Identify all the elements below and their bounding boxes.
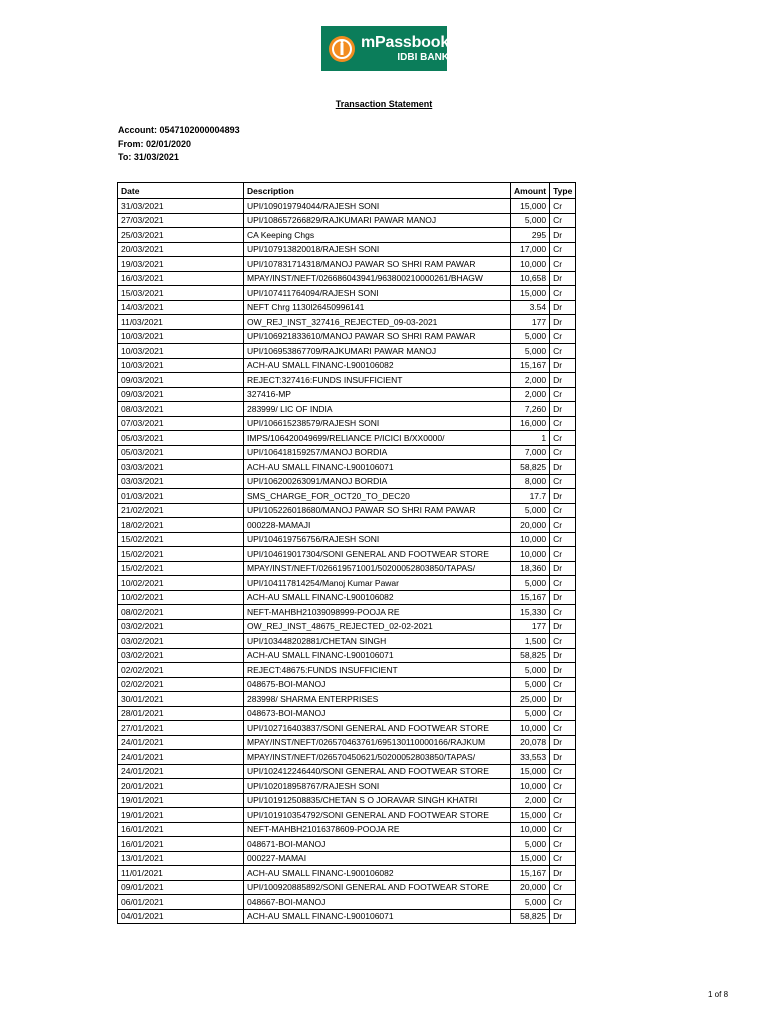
cell-amount: 5,000 bbox=[511, 837, 550, 852]
cell-description: REJECT:48675:FUNDS INSUFFICIENT bbox=[244, 663, 511, 678]
page-number: 1 of 8 bbox=[708, 990, 729, 999]
cell-date: 15/02/2021 bbox=[118, 532, 244, 547]
cell-amount: 5,000 bbox=[511, 663, 550, 678]
table-row bbox=[118, 257, 576, 272]
cell-description: UPI/107411764094/RAJESH SONI bbox=[244, 286, 511, 301]
table-row bbox=[118, 590, 576, 605]
cell-type: Cr bbox=[550, 822, 576, 837]
table-row bbox=[118, 344, 576, 359]
cell-amount: 58,825 bbox=[511, 648, 550, 663]
table-row bbox=[118, 503, 576, 518]
table-row bbox=[118, 402, 576, 417]
cell-type: Dr bbox=[550, 750, 576, 765]
brand-name: mPassbook bbox=[361, 33, 450, 51]
account-info bbox=[118, 124, 240, 165]
cell-description: UPI/106921833610/MANOJ PAWAR SO SHRI RAM PAWAR bbox=[244, 329, 511, 344]
cell-date: 30/01/2021 bbox=[118, 692, 244, 707]
table-row bbox=[118, 706, 576, 721]
table-row bbox=[118, 895, 576, 910]
cell-date: 28/01/2021 bbox=[118, 706, 244, 721]
table-row bbox=[118, 634, 576, 649]
cell-amount: 17,000 bbox=[511, 242, 550, 257]
cell-amount: 10,000 bbox=[511, 779, 550, 794]
to-date: To: 31/03/2021 bbox=[118, 152, 179, 162]
cell-description: MPAY/INST/NEFT/026686043941/963800210000261/BHAGW bbox=[244, 271, 511, 286]
cell-type: Cr bbox=[550, 518, 576, 533]
table-row bbox=[118, 692, 576, 707]
table-row bbox=[118, 764, 576, 779]
cell-date: 05/03/2021 bbox=[118, 431, 244, 446]
cell-date: 02/02/2021 bbox=[118, 663, 244, 678]
cell-date: 03/03/2021 bbox=[118, 460, 244, 475]
cell-type: Dr bbox=[550, 909, 576, 924]
cell-type: Cr bbox=[550, 503, 576, 518]
idbi-emblem-icon bbox=[329, 36, 355, 62]
table-row bbox=[118, 489, 576, 504]
cell-type: Cr bbox=[550, 242, 576, 257]
cell-date: 15/02/2021 bbox=[118, 561, 244, 576]
cell-date: 27/03/2021 bbox=[118, 213, 244, 228]
cell-type: Dr bbox=[550, 271, 576, 286]
cell-date: 01/03/2021 bbox=[118, 489, 244, 504]
cell-date: 16/03/2021 bbox=[118, 271, 244, 286]
cell-type: Cr bbox=[550, 605, 576, 620]
cell-type: Dr bbox=[550, 735, 576, 750]
cell-amount: 177 bbox=[511, 315, 550, 330]
cell-description: REJECT:327416:FUNDS INSUFFICIENT bbox=[244, 373, 511, 388]
cell-type: Dr bbox=[550, 648, 576, 663]
cell-description: SMS_CHARGE_FOR_OCT20_TO_DEC20 bbox=[244, 489, 511, 504]
cell-description: UPI/106200263091/MANOJ BORDIA bbox=[244, 474, 511, 489]
cell-type: Dr bbox=[550, 619, 576, 634]
cell-amount: 15,000 bbox=[511, 851, 550, 866]
cell-description: MPAY/INST/NEFT/026619571001/50200052803850/TAPAS/ bbox=[244, 561, 511, 576]
cell-type: Dr bbox=[550, 228, 576, 243]
statement-title: Transaction Statement bbox=[335, 99, 433, 109]
cell-date: 03/02/2021 bbox=[118, 619, 244, 634]
cell-amount: 5,000 bbox=[511, 895, 550, 910]
cell-type: Dr bbox=[550, 358, 576, 373]
table-row bbox=[118, 735, 576, 750]
cell-description: NEFT-MAHBH21016378609-POOJA RE bbox=[244, 822, 511, 837]
table-row bbox=[118, 866, 576, 881]
cell-type: Dr bbox=[550, 315, 576, 330]
cell-type: Cr bbox=[550, 677, 576, 692]
cell-date: 14/03/2021 bbox=[118, 300, 244, 315]
cell-date: 07/03/2021 bbox=[118, 416, 244, 431]
cell-description: MPAY/INST/NEFT/026570450621/50200052803850/TAPAS/ bbox=[244, 750, 511, 765]
cell-description: UPI/106418159257/MANOJ BORDIA bbox=[244, 445, 511, 460]
cell-amount: 10,000 bbox=[511, 257, 550, 272]
cell-description: OW_REJ_INST_48675_REJECTED_02-02-2021 bbox=[244, 619, 511, 634]
cell-amount: 1 bbox=[511, 431, 550, 446]
table-row bbox=[118, 909, 576, 924]
cell-type: Cr bbox=[550, 199, 576, 214]
cell-description: UPI/104619017304/SONI GENERAL AND FOOTWEAR STORE bbox=[244, 547, 511, 562]
table-row bbox=[118, 648, 576, 663]
cell-amount: 1,500 bbox=[511, 634, 550, 649]
cell-description: UPI/102412246440/SONI GENERAL AND FOOTWEAR STORE bbox=[244, 764, 511, 779]
cell-type: Cr bbox=[550, 808, 576, 823]
cell-description: UPI/104117814254/Manoj Kumar Pawar bbox=[244, 576, 511, 591]
cell-type: Dr bbox=[550, 402, 576, 417]
cell-description: UPI/100920885892/SONI GENERAL AND FOOTWEAR STORE bbox=[244, 880, 511, 895]
cell-description: NEFT-MAHBH21039098999-POOJA RE bbox=[244, 605, 511, 620]
cell-date: 18/02/2021 bbox=[118, 518, 244, 533]
cell-amount: 15,167 bbox=[511, 866, 550, 881]
cell-amount: 7,000 bbox=[511, 445, 550, 460]
cell-amount: 15,000 bbox=[511, 199, 550, 214]
table-row bbox=[118, 387, 576, 402]
table-row bbox=[118, 851, 576, 866]
cell-description: ACH-AU SMALL FINANC-L900106082 bbox=[244, 358, 511, 373]
cell-description: 048667-BOI-MANOJ bbox=[244, 895, 511, 910]
cell-description: UPI/107913820018/RAJESH SONI bbox=[244, 242, 511, 257]
cell-type: Cr bbox=[550, 329, 576, 344]
cell-type: Cr bbox=[550, 706, 576, 721]
cell-date: 15/02/2021 bbox=[118, 547, 244, 562]
cell-date: 19/01/2021 bbox=[118, 808, 244, 823]
cell-amount: 295 bbox=[511, 228, 550, 243]
cell-amount: 25,000 bbox=[511, 692, 550, 707]
cell-type: Cr bbox=[550, 779, 576, 794]
cell-amount: 5,000 bbox=[511, 503, 550, 518]
cell-amount: 15,167 bbox=[511, 358, 550, 373]
cell-amount: 15,000 bbox=[511, 286, 550, 301]
cell-date: 03/03/2021 bbox=[118, 474, 244, 489]
cell-amount: 33,553 bbox=[511, 750, 550, 765]
cell-description: ACH-AU SMALL FINANC-L900106071 bbox=[244, 460, 511, 475]
cell-date: 10/03/2021 bbox=[118, 329, 244, 344]
cell-description: UPI/102716403837/SONI GENERAL AND FOOTWEAR STORE bbox=[244, 721, 511, 736]
cell-description: UPI/106615238579/RAJESH SONI bbox=[244, 416, 511, 431]
cell-amount: 5,000 bbox=[511, 329, 550, 344]
cell-date: 27/01/2021 bbox=[118, 721, 244, 736]
cell-amount: 15,000 bbox=[511, 808, 550, 823]
cell-description: 000227-MAMAI bbox=[244, 851, 511, 866]
table-row bbox=[118, 286, 576, 301]
cell-date: 08/02/2021 bbox=[118, 605, 244, 620]
table-row bbox=[118, 532, 576, 547]
cell-type: Cr bbox=[550, 387, 576, 402]
table-row bbox=[118, 460, 576, 475]
cell-type: Dr bbox=[550, 692, 576, 707]
cell-date: 09/01/2021 bbox=[118, 880, 244, 895]
table-row bbox=[118, 242, 576, 257]
cell-type: Cr bbox=[550, 880, 576, 895]
cell-date: 20/01/2021 bbox=[118, 779, 244, 794]
cell-date: 10/03/2021 bbox=[118, 344, 244, 359]
cell-amount: 8,000 bbox=[511, 474, 550, 489]
cell-date: 19/03/2021 bbox=[118, 257, 244, 272]
table-row bbox=[118, 721, 576, 736]
cell-type: Cr bbox=[550, 445, 576, 460]
cell-date: 09/03/2021 bbox=[118, 373, 244, 388]
cell-description: 283999/ LIC OF INDIA bbox=[244, 402, 511, 417]
cell-date: 03/02/2021 bbox=[118, 648, 244, 663]
cell-description: UPI/105226018680/MANOJ PAWAR SO SHRI RAM PAWAR bbox=[244, 503, 511, 518]
cell-date: 11/01/2021 bbox=[118, 866, 244, 881]
cell-date: 19/01/2021 bbox=[118, 793, 244, 808]
cell-amount: 15,330 bbox=[511, 605, 550, 620]
cell-description: ACH-AU SMALL FINANC-L900106071 bbox=[244, 909, 511, 924]
table-row bbox=[118, 779, 576, 794]
cell-date: 11/03/2021 bbox=[118, 315, 244, 330]
cell-date: 08/03/2021 bbox=[118, 402, 244, 417]
cell-date: 24/01/2021 bbox=[118, 750, 244, 765]
cell-amount: 10,000 bbox=[511, 822, 550, 837]
cell-amount: 2,000 bbox=[511, 373, 550, 388]
cell-description: UPI/103448202881/CHETAN SINGH bbox=[244, 634, 511, 649]
cell-description: UPI/108657266829/RAJKUMARI PAWAR MANOJ bbox=[244, 213, 511, 228]
cell-type: Cr bbox=[550, 286, 576, 301]
cell-type: Dr bbox=[550, 561, 576, 576]
cell-amount: 5,000 bbox=[511, 706, 550, 721]
cell-description: UPI/107831714318/MANOJ PAWAR SO SHRI RAM PAWAR bbox=[244, 257, 511, 272]
cell-amount: 10,000 bbox=[511, 532, 550, 547]
cell-description: UPI/106953867709/RAJKUMARI PAWAR MANOJ bbox=[244, 344, 511, 359]
cell-type: Cr bbox=[550, 213, 576, 228]
cell-description: ACH-AU SMALL FINANC-L900106082 bbox=[244, 590, 511, 605]
cell-type: Cr bbox=[550, 532, 576, 547]
cell-description: UPI/104619756756/RAJESH SONI bbox=[244, 532, 511, 547]
cell-date: 03/02/2021 bbox=[118, 634, 244, 649]
table-row bbox=[118, 213, 576, 228]
cell-date: 15/03/2021 bbox=[118, 286, 244, 301]
cell-date: 20/03/2021 bbox=[118, 242, 244, 257]
from-date: From: 02/01/2020 bbox=[118, 138, 192, 149]
cell-date: 10/02/2021 bbox=[118, 576, 244, 591]
table-row bbox=[118, 271, 576, 286]
cell-amount: 5,000 bbox=[511, 677, 550, 692]
cell-type: Dr bbox=[550, 866, 576, 881]
cell-type: Cr bbox=[550, 474, 576, 489]
cell-date: 02/02/2021 bbox=[118, 677, 244, 692]
cell-amount: 177 bbox=[511, 619, 550, 634]
table-row bbox=[118, 373, 576, 388]
table-row bbox=[118, 793, 576, 808]
cell-description: NEFT Chrg 1130l26450996141 bbox=[244, 300, 511, 315]
cell-description: 048673-BOI-MANOJ bbox=[244, 706, 511, 721]
cell-description: IMPS/106420049699/RELIANCE P/ICICI B/XX0000/ bbox=[244, 431, 511, 446]
table-row bbox=[118, 474, 576, 489]
cell-amount: 20,078 bbox=[511, 735, 550, 750]
cell-type: Cr bbox=[550, 721, 576, 736]
header-description: Description bbox=[244, 183, 511, 199]
cell-amount: 20,000 bbox=[511, 518, 550, 533]
cell-amount: 10,000 bbox=[511, 547, 550, 562]
cell-date: 24/01/2021 bbox=[118, 735, 244, 750]
table-row bbox=[118, 228, 576, 243]
cell-date: 24/01/2021 bbox=[118, 764, 244, 779]
header-date: Date bbox=[118, 183, 244, 199]
cell-description: 048671-BOI-MANOJ bbox=[244, 837, 511, 852]
cell-date: 13/01/2021 bbox=[118, 851, 244, 866]
cell-amount: 15,167 bbox=[511, 590, 550, 605]
table-row bbox=[118, 880, 576, 895]
cell-description: UPI/109019794044/RAJESH SONI bbox=[244, 199, 511, 214]
table-row bbox=[118, 605, 576, 620]
cell-date: 10/02/2021 bbox=[118, 590, 244, 605]
cell-date: 04/01/2021 bbox=[118, 909, 244, 924]
cell-type: Cr bbox=[550, 793, 576, 808]
bank-name: IDBI BANK bbox=[397, 51, 450, 63]
transaction-table bbox=[117, 182, 576, 924]
cell-type: Cr bbox=[550, 431, 576, 446]
table-row bbox=[118, 445, 576, 460]
cell-type: Cr bbox=[550, 344, 576, 359]
table-row bbox=[118, 576, 576, 591]
table-header-row bbox=[118, 183, 576, 199]
cell-description: CA Keeping Chgs bbox=[244, 228, 511, 243]
cell-date: 21/02/2021 bbox=[118, 503, 244, 518]
cell-type: Cr bbox=[550, 764, 576, 779]
cell-amount: 10,000 bbox=[511, 721, 550, 736]
cell-description: 048675-BOI-MANOJ bbox=[244, 677, 511, 692]
cell-date: 10/03/2021 bbox=[118, 358, 244, 373]
cell-amount: 58,825 bbox=[511, 909, 550, 924]
header-type: Type bbox=[550, 183, 576, 199]
cell-type: Cr bbox=[550, 416, 576, 431]
table-row bbox=[118, 750, 576, 765]
cell-date: 16/01/2021 bbox=[118, 837, 244, 852]
cell-amount: 2,000 bbox=[511, 387, 550, 402]
cell-amount: 18,360 bbox=[511, 561, 550, 576]
table-row bbox=[118, 561, 576, 576]
account-number: Account: 0547102000004893 bbox=[118, 125, 240, 135]
table-row bbox=[118, 300, 576, 315]
cell-type: Dr bbox=[550, 663, 576, 678]
table-body bbox=[118, 199, 576, 924]
cell-amount: 17.7 bbox=[511, 489, 550, 504]
cell-amount: 5,000 bbox=[511, 344, 550, 359]
cell-amount: 15,000 bbox=[511, 764, 550, 779]
cell-description: 327416-MP bbox=[244, 387, 511, 402]
cell-description: 000228-MAMAJI bbox=[244, 518, 511, 533]
cell-amount: 10,658 bbox=[511, 271, 550, 286]
cell-type: Dr bbox=[550, 590, 576, 605]
table-row bbox=[118, 619, 576, 634]
cell-date: 16/01/2021 bbox=[118, 822, 244, 837]
header-amount: Amount bbox=[511, 183, 550, 199]
cell-amount: 3.54 bbox=[511, 300, 550, 315]
table-row bbox=[118, 663, 576, 678]
cell-description: ACH-AU SMALL FINANC-L900106082 bbox=[244, 866, 511, 881]
table-row bbox=[118, 837, 576, 852]
cell-description: UPI/102018958767/RAJESH SONI bbox=[244, 779, 511, 794]
table-row bbox=[118, 518, 576, 533]
cell-description: OW_REJ_INST_327416_REJECTED_09-03-2021 bbox=[244, 315, 511, 330]
cell-amount: 2,000 bbox=[511, 793, 550, 808]
table-row bbox=[118, 315, 576, 330]
cell-type: Cr bbox=[550, 851, 576, 866]
cell-amount: 16,000 bbox=[511, 416, 550, 431]
table-row bbox=[118, 431, 576, 446]
cell-description: MPAY/INST/NEFT/026570463761/695130110000166/RAJKUM bbox=[244, 735, 511, 750]
table-row bbox=[118, 677, 576, 692]
cell-type: Cr bbox=[550, 634, 576, 649]
table-row bbox=[118, 547, 576, 562]
cell-type: Cr bbox=[550, 576, 576, 591]
table-row bbox=[118, 199, 576, 214]
mpassbook-logo bbox=[321, 26, 450, 71]
cell-type: Dr bbox=[550, 300, 576, 315]
cell-type: Cr bbox=[550, 257, 576, 272]
table-row bbox=[118, 822, 576, 837]
cell-description: 283998/ SHARMA ENTERPRISES bbox=[244, 692, 511, 707]
cell-type: Dr bbox=[550, 489, 576, 504]
cell-type: Cr bbox=[550, 837, 576, 852]
cell-type: Dr bbox=[550, 373, 576, 388]
cell-date: 25/03/2021 bbox=[118, 228, 244, 243]
table-row bbox=[118, 358, 576, 373]
cell-date: 06/01/2021 bbox=[118, 895, 244, 910]
cell-description: UPI/101912508835/CHETAN S O JORAVAR SINGH KHATRI bbox=[244, 793, 511, 808]
cell-date: 09/03/2021 bbox=[118, 387, 244, 402]
cell-amount: 20,000 bbox=[511, 880, 550, 895]
cell-description: UPI/101910354792/SONI GENERAL AND FOOTWEAR STORE bbox=[244, 808, 511, 823]
cell-type: Cr bbox=[550, 895, 576, 910]
cell-amount: 5,000 bbox=[511, 576, 550, 591]
cell-type: Cr bbox=[550, 547, 576, 562]
cell-description: ACH-AU SMALL FINANC-L900106071 bbox=[244, 648, 511, 663]
cell-date: 31/03/2021 bbox=[118, 199, 244, 214]
cell-type: Dr bbox=[550, 460, 576, 475]
table-row bbox=[118, 329, 576, 344]
table-row bbox=[118, 416, 576, 431]
cell-amount: 58,825 bbox=[511, 460, 550, 475]
cell-amount: 7,260 bbox=[511, 402, 550, 417]
table-row bbox=[118, 808, 576, 823]
cell-date: 05/03/2021 bbox=[118, 445, 244, 460]
cell-amount: 5,000 bbox=[511, 213, 550, 228]
